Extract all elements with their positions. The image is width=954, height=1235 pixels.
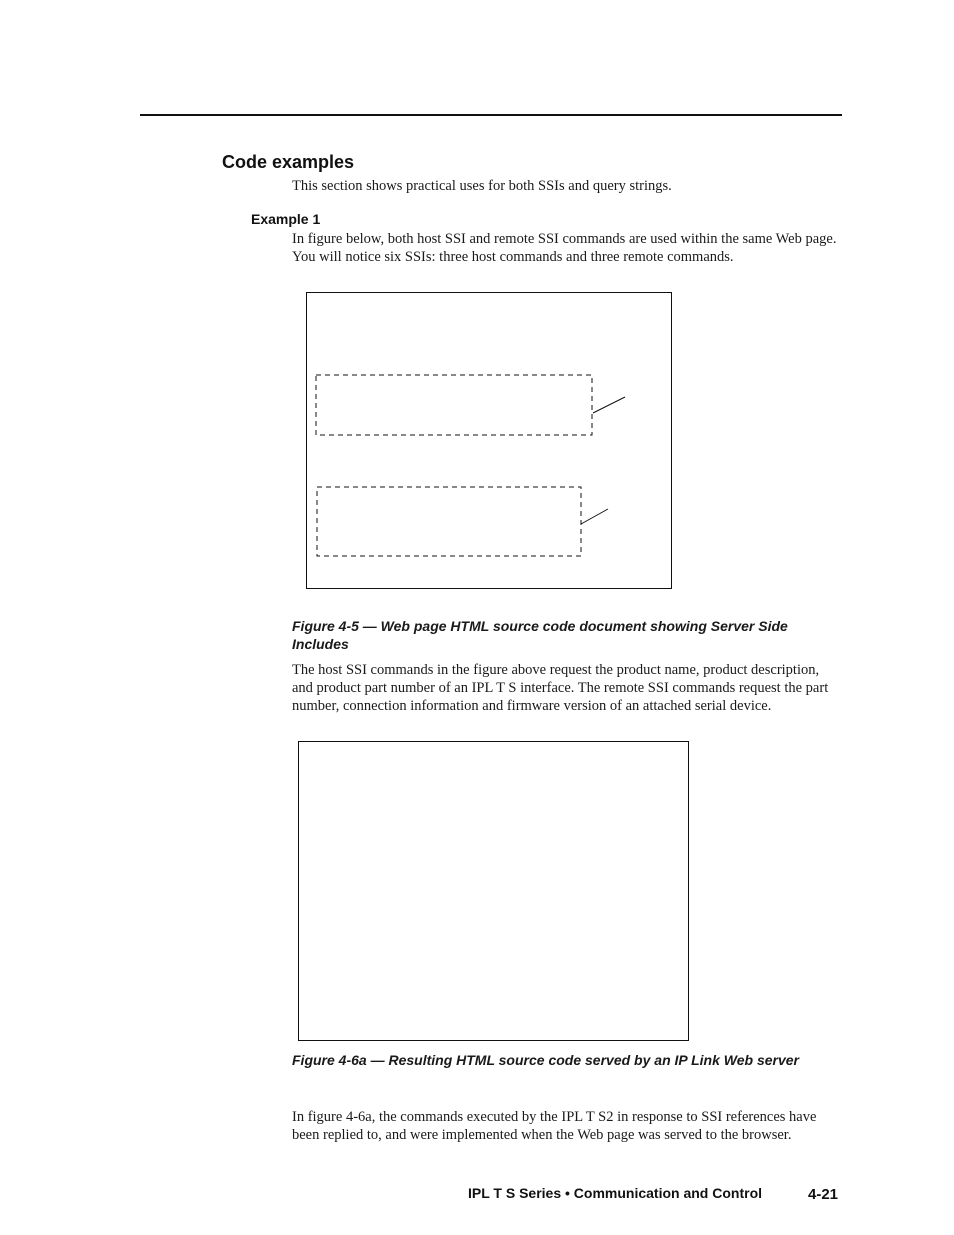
host-ssi-leader-line bbox=[593, 397, 625, 413]
figure-4-5-callouts bbox=[306, 292, 672, 589]
figure-4-5-caption: Figure 4-5 — Web page HTML source code document showing Server Side Includes bbox=[292, 618, 788, 652]
figure-4-5-image bbox=[306, 292, 672, 589]
host-ssi-callout-box bbox=[316, 375, 592, 435]
remote-ssi-callout-box bbox=[317, 487, 581, 556]
remote-ssi-leader-line bbox=[581, 509, 608, 524]
header-rule bbox=[140, 114, 842, 116]
figure-4-6a-image bbox=[298, 741, 689, 1041]
page-number: 4-21 bbox=[808, 1186, 839, 1203]
paragraph-figure-4-6a: In figure 4-6a, the commands executed by the IPL T S2 in response to SSI references have been replied to, and were implemented when the Web page was served to the browser. bbox=[292, 1109, 817, 1143]
figure-4-6a-caption: Figure 4-6a — Resulting HTML source code served by an IP Link Web server bbox=[292, 1052, 800, 1068]
example-heading: Example 1 bbox=[251, 211, 321, 227]
paragraph-ssi-commands: The host SSI commands in the figure above request the product name, product description, and product part number of an IPL T S interface. The remote SSI commands request the part number, connection information and firmware version of an attached serial device. bbox=[292, 662, 829, 714]
section-heading: Code examples bbox=[222, 152, 355, 172]
section-intro: This section shows practical uses for both SSIs and query strings. bbox=[292, 178, 672, 194]
example-paragraph: In figure below, both host SSI and remote SSI commands are used within the same Web page. You will notice six SSIs: three host commands and three remote commands. bbox=[292, 231, 837, 265]
footer-title: IPL T S Series • Communication and Control bbox=[468, 1185, 763, 1201]
